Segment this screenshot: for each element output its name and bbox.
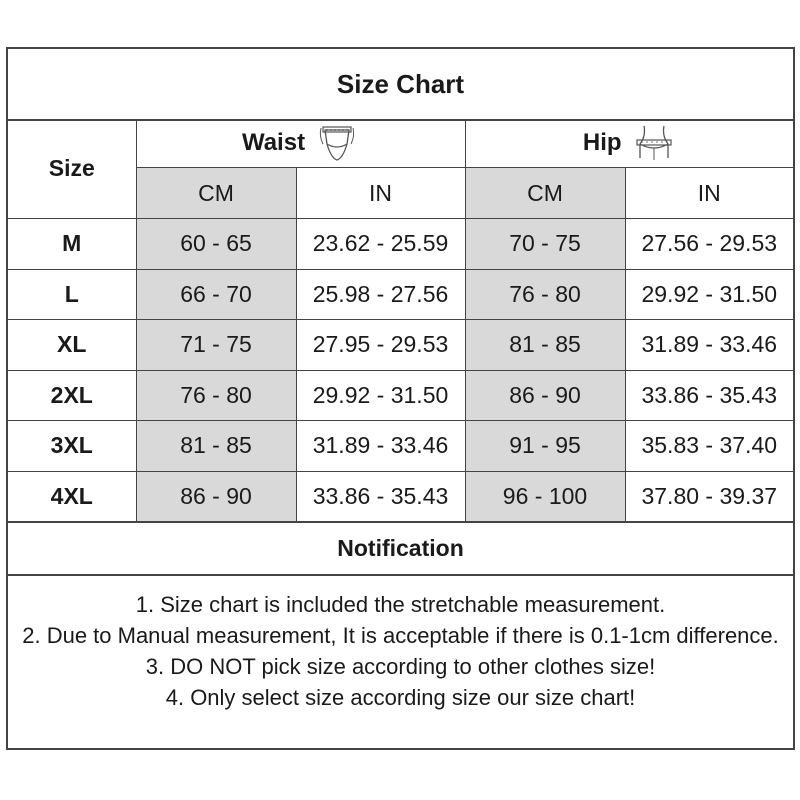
chart-title: Size Chart — [8, 49, 793, 121]
hip-cm-header: CM — [465, 168, 625, 219]
waist-cm-cell: 86 - 90 — [136, 471, 296, 522]
note-item: 3. DO NOT pick size according to other clothes size! — [145, 654, 656, 679]
hip-in-cell: 31.89 - 33.46 — [625, 320, 793, 371]
table-row — [8, 471, 793, 522]
waist-label: Waist — [241, 129, 306, 156]
waist-in-cell: 29.92 - 31.50 — [296, 370, 465, 421]
waist-cm-cell: 60 - 65 — [136, 219, 296, 270]
waist-cm-cell: 81 - 85 — [136, 421, 296, 472]
hip-in-cell: 37.80 - 39.37 — [625, 471, 793, 522]
waist-in-header: IN — [296, 168, 465, 219]
note-item: 1. Size chart is included the stretchable measurement. — [135, 592, 666, 617]
hip-cm-cell: 76 - 80 — [465, 269, 625, 320]
size-cell: 3XL — [8, 421, 136, 472]
size-cell: XL — [8, 320, 136, 371]
hip-in-cell: 33.86 - 35.43 — [625, 370, 793, 421]
notification-title: Notification — [8, 521, 793, 576]
size-header: Size — [8, 119, 136, 219]
size-cell: L — [8, 269, 136, 320]
hip-label: Hip — [582, 129, 622, 156]
notification-notes — [22, 589, 779, 713]
hip-header — [465, 119, 793, 168]
hip-cm-cell: 96 - 100 — [465, 471, 625, 522]
note-item: 2. Due to Manual measurement, It is acceptable if there is 0.1-1cm difference. — [22, 623, 779, 648]
waist-in-cell: 23.62 - 25.59 — [296, 219, 465, 270]
hip-in-cell: 29.92 - 31.50 — [625, 269, 793, 320]
size-table — [8, 119, 793, 522]
waist-cm-cell: 76 - 80 — [136, 370, 296, 421]
size-cell: M — [8, 219, 136, 270]
hip-cm-cell: 70 - 75 — [465, 219, 625, 270]
table-row — [8, 269, 793, 320]
waist-cm-header: CM — [136, 168, 296, 219]
size-cell: 2XL — [8, 370, 136, 421]
table-row — [8, 421, 793, 472]
waist-in-cell: 31.89 - 33.46 — [296, 421, 465, 472]
hip-in-cell: 35.83 - 37.40 — [625, 421, 793, 472]
size-cell: 4XL — [8, 471, 136, 522]
hip-cm-cell: 86 - 90 — [465, 370, 625, 421]
hip-in-cell: 27.56 - 29.53 — [625, 219, 793, 270]
waist-in-cell: 33.86 - 35.43 — [296, 471, 465, 522]
waist-in-cell: 25.98 - 27.56 — [296, 269, 465, 320]
hip-measure-icon — [632, 122, 676, 164]
waist-header — [136, 119, 465, 168]
waist-measure-icon — [315, 122, 359, 164]
waist-cm-cell: 66 - 70 — [136, 269, 296, 320]
table-row — [8, 219, 793, 270]
note-item: 4. Only select size according size our size chart! — [165, 685, 636, 710]
waist-in-cell: 27.95 - 29.53 — [296, 320, 465, 371]
table-row — [8, 320, 793, 371]
hip-cm-cell: 91 - 95 — [465, 421, 625, 472]
table-row — [8, 370, 793, 421]
hip-cm-cell: 81 - 85 — [465, 320, 625, 371]
hip-in-header: IN — [625, 168, 793, 219]
size-chart-frame — [6, 47, 795, 750]
waist-cm-cell: 71 - 75 — [136, 320, 296, 371]
